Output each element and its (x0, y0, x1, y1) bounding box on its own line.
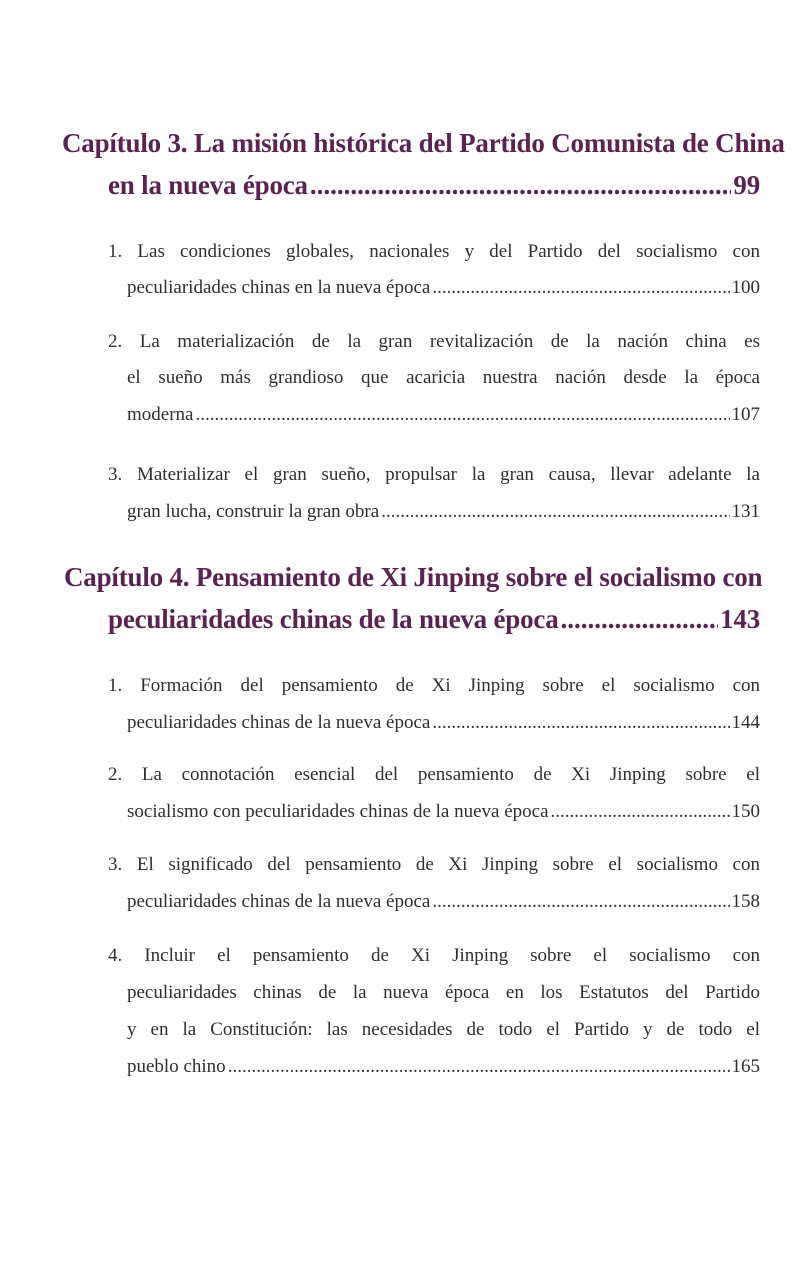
entry-last-line (127, 277, 760, 299)
chapter-4-page-number: 143 (720, 604, 760, 634)
entry-text: moderna (127, 404, 194, 425)
entry-last-line (127, 501, 760, 523)
entry-text: pueblo chino (127, 1056, 226, 1077)
toc-entry-4-3[interactable] (0, 854, 800, 924)
entry-line: 2. La materialización de la gran revitalización de la nación china es (108, 331, 760, 352)
entry-page-number: 131 (731, 501, 760, 522)
dot-leader (432, 277, 729, 299)
entry-text: gran lucha, construir la gran obra (127, 501, 380, 522)
entry-page-number: 150 (731, 801, 760, 822)
entry-page-number: 165 (731, 1056, 760, 1077)
dot-leader (432, 712, 729, 734)
chapter-3-heading[interactable] (0, 128, 800, 212)
entry-page-number: 107 (731, 404, 760, 425)
chapter-4-heading[interactable] (0, 562, 800, 646)
chapter-4-title-line-1: Capítulo 4. Pensamiento de Xi Jinping sobre el socialismo con (64, 562, 763, 592)
chapter-3-page-number: 99 (733, 170, 760, 200)
entry-line: 3. Materializar el gran sueño, propulsar la gran causa, llevar adelante la (108, 464, 760, 485)
entry-line: 1. Las condiciones globales, nacionales y del Partido del socialismo con (108, 241, 760, 262)
entry-line: 4. Incluir el pensamiento de Xi Jinping sobre el socialismo con (108, 945, 760, 966)
entry-last-line (127, 712, 760, 734)
entry-line: el sueño más grandioso que acaricia nuestra nación desde la época (127, 367, 760, 388)
entry-line: 1. Formación del pensamiento de Xi Jinping sobre el socialismo con (108, 675, 760, 696)
toc-entry-3-3[interactable] (0, 464, 800, 534)
entry-page-number: 144 (731, 712, 760, 733)
entry-page-number: 100 (731, 277, 760, 298)
dot-leader (381, 501, 729, 523)
toc-entry-4-1[interactable] (0, 675, 800, 745)
chapter-4-title-line-2 (108, 604, 760, 635)
entry-text: socialismo con peculiaridades chinas de la nueva época (127, 801, 549, 822)
dot-leader (228, 1056, 730, 1078)
dot-leader (195, 404, 729, 426)
dot-leader (310, 170, 732, 201)
toc-entry-3-2[interactable] (0, 331, 800, 441)
entry-text: peculiaridades chinas de la nueva época (127, 891, 431, 912)
chapter-3-title-line-1: Capítulo 3. La misión histórica del Partido Comunista de China (62, 128, 785, 158)
entry-line: 3. El significado del pensamiento de Xi Jinping sobre el socialismo con (108, 854, 760, 875)
entry-text: peculiaridades chinas en la nueva época (127, 277, 431, 298)
dot-leader (551, 801, 730, 823)
chapter-3-title-line-2 (108, 170, 760, 201)
entry-page-number: 158 (731, 891, 760, 912)
entry-last-line (127, 801, 760, 823)
dot-leader (561, 604, 719, 635)
dot-leader (432, 891, 729, 913)
chapter-4-title-end: peculiaridades chinas de la nueva época (108, 604, 559, 634)
entry-line: 2. La connotación esencial del pensamiento de Xi Jinping sobre el (108, 764, 760, 785)
entry-last-line (127, 891, 760, 913)
toc-entry-4-2[interactable] (0, 764, 800, 834)
entry-last-line (127, 404, 760, 426)
entry-text: peculiaridades chinas de la nueva época (127, 712, 431, 733)
chapter-3-title-end: en la nueva época (108, 170, 308, 200)
entry-line: peculiaridades chinas de la nueva época en los Estatutos del Partido (127, 982, 760, 1003)
toc-entry-4-4[interactable] (0, 945, 800, 1095)
toc-entry-3-1[interactable] (0, 241, 800, 311)
entry-line: y en la Constitución: las necesidades de todo el Partido y de todo el (127, 1019, 760, 1040)
entry-last-line (127, 1056, 760, 1078)
